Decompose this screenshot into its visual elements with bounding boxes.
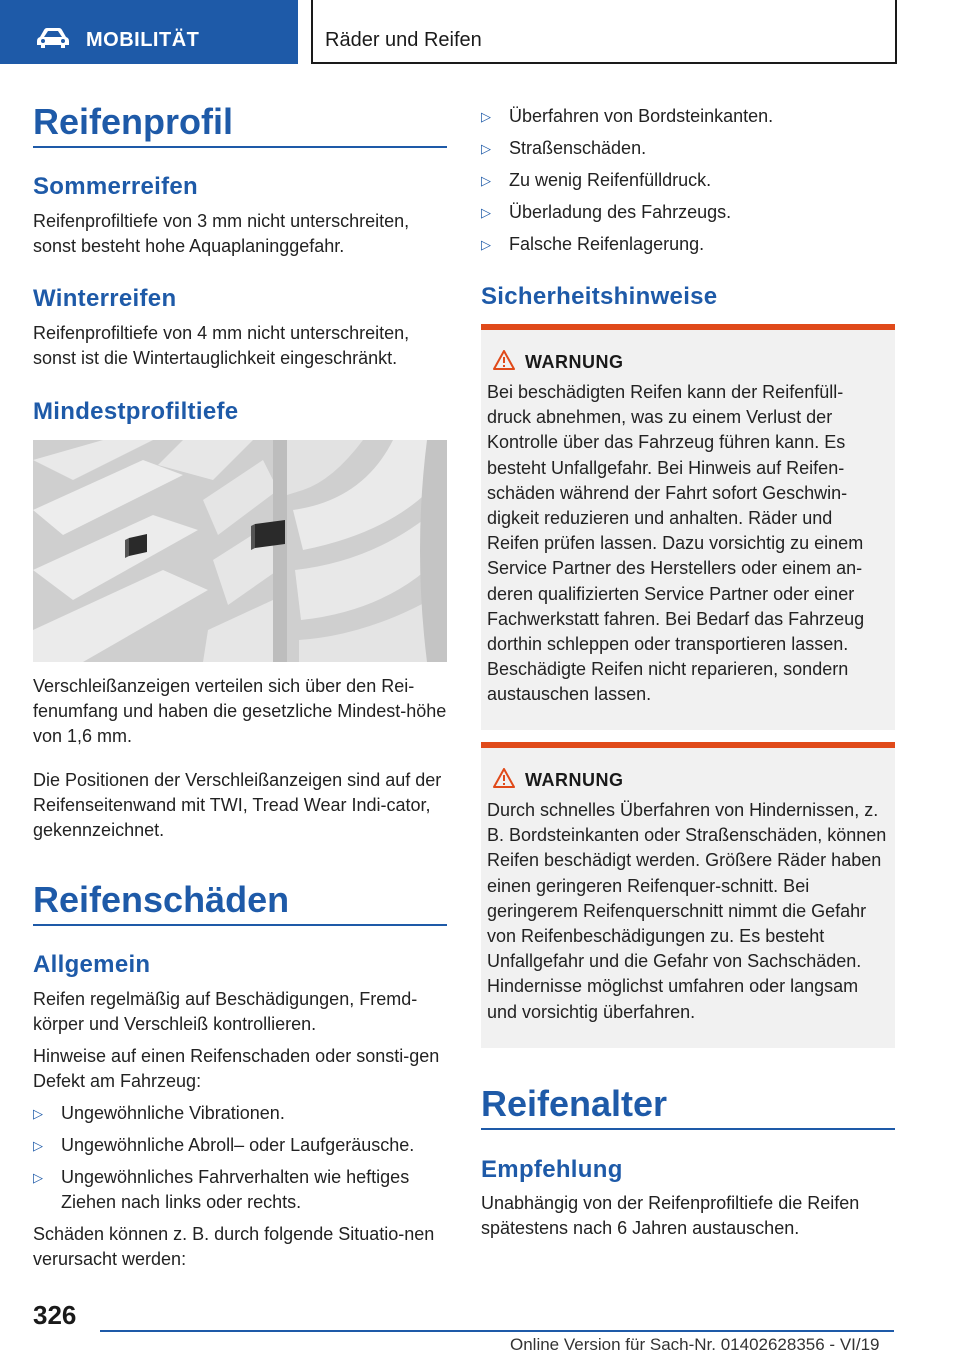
tread-wear-figure xyxy=(33,440,447,662)
warning-box xyxy=(481,742,895,1048)
causes-text: Schäden können z. B. durch folgende Situatio-nen verursacht werden: xyxy=(33,1224,435,1269)
triangle-bullet-icon: ▷ xyxy=(481,141,491,156)
warning-triangle-icon xyxy=(493,768,515,788)
footer-divider xyxy=(100,1330,894,1332)
section-tab xyxy=(0,0,298,64)
heading-reifenalter: Reifenalter xyxy=(481,1082,895,1130)
triangle-bullet-icon: ▷ xyxy=(481,205,491,220)
heading-winterreifen: Winterreifen xyxy=(33,285,177,312)
heading-sicherheitshinweise: Sicherheitshinweise xyxy=(481,283,718,310)
general-text-1: Reifen regelmäßig auf Beschädigungen, Fremd-körper und Verschleiß kontrollieren. xyxy=(33,989,418,1034)
triangle-bullet-icon: ▷ xyxy=(481,109,491,124)
heading-reifenprofil: Reifenprofil xyxy=(33,100,447,148)
triangle-bullet-icon: ▷ xyxy=(33,1170,43,1185)
triangle-bullet-icon: ▷ xyxy=(33,1138,43,1153)
wear-text-2: Die Positionen der Verschleißanzeigen sind auf der Reifenseitenwand mit TWI, Tread Wear Indi-cator, gekennzeichnet. xyxy=(33,770,442,840)
summer-text: Reifenprofiltiefe von 3 mm nicht unterschreiten, sonst besteht hohe Aquaplaninggefahr. xyxy=(33,211,410,256)
wear-text-1: Verschleißanzeigen verteilen sich über den Rei-fenumfang und haben die gesetzliche Mindest-höhe von 1,6 mm. xyxy=(33,676,447,746)
heading-reifenschaeden: Reifenschäden xyxy=(33,878,447,926)
warning-box xyxy=(481,324,895,730)
winter-text: Reifenprofiltiefe von 4 mm nicht unterschreiten, sonst ist die Wintertauglichkeit eingeschränkt. xyxy=(33,323,410,368)
triangle-bullet-icon: ▷ xyxy=(481,173,491,188)
page-number: 326 xyxy=(33,1300,77,1330)
heading-allgemein: Allgemein xyxy=(33,951,151,978)
warning-triangle-icon xyxy=(493,350,515,370)
warning-title: WARNUNG xyxy=(525,352,624,372)
heading-empfehlung: Empfehlung xyxy=(481,1156,623,1183)
general-text-2: Hinweise auf einen Reifenschaden oder sonsti-gen Defekt am Fahrzeug: xyxy=(33,1046,440,1091)
chapter-header xyxy=(311,0,897,64)
recommend-text: Unabhängig von der Reifenprofiltiefe die Reifen spätestens nach 6 Jahren austauschen. xyxy=(481,1193,860,1238)
tire-tread-illustration xyxy=(33,440,447,662)
car-icon xyxy=(36,27,70,49)
triangle-bullet-icon: ▷ xyxy=(33,1106,43,1121)
chapter-title: Räder und Reifen xyxy=(325,29,482,51)
heading-mindestprofiltiefe: Mindestprofiltiefe xyxy=(33,398,239,425)
heading-sommerreifen: Sommerreifen xyxy=(33,173,198,200)
section-label: MOBILITÄT xyxy=(86,29,200,51)
warning-title: WARNUNG xyxy=(525,770,624,790)
triangle-bullet-icon: ▷ xyxy=(481,237,491,252)
footer-online-version: Online Version für Sach-Nr. 01402628356 - VI/19 xyxy=(510,1335,880,1354)
warning-text: Bei beschädigten Reifen kann der Reifenfüll-druck abnehmen, was zu einem Verlust der Kontrolle über das Fahrzeug führen kann. Es besteht Unfallgefahr. Bei Hinweis auf Reifen-schäden während der Fahrt sofort Geschwin-digkeit reduzieren und anhalten. Räder und Reifen prüfen lassen. Dazu vorsichtig zu einem Service Partner des Herstellers oder einem an-deren qualifizierten Service Partner oder einer Fachwerkstatt fahren. Bei Bedarf das Fahrzeug dorthin schleppen oder transportieren lassen. Beschädigte Reifen nicht reparieren, sondern austauschen lassen. xyxy=(487,382,865,705)
warning-text: Durch schnelles Überfahren von Hindernissen, z. B. Bordsteinkanten oder Straßenschäden, können Reifen beschädigt werden. Größere Räder haben einen geringeren Reifenquer-schnitt. Bei geringerem Reifenquerschnitt nimmt die Gefahr von Reifenbeschädigungen zu. Es besteht Unfallgefahr und die Gefahr von Sachschäden. Hindernisse möglichst umfahren oder langsam und vorsichtig überfahren. xyxy=(487,800,887,1022)
